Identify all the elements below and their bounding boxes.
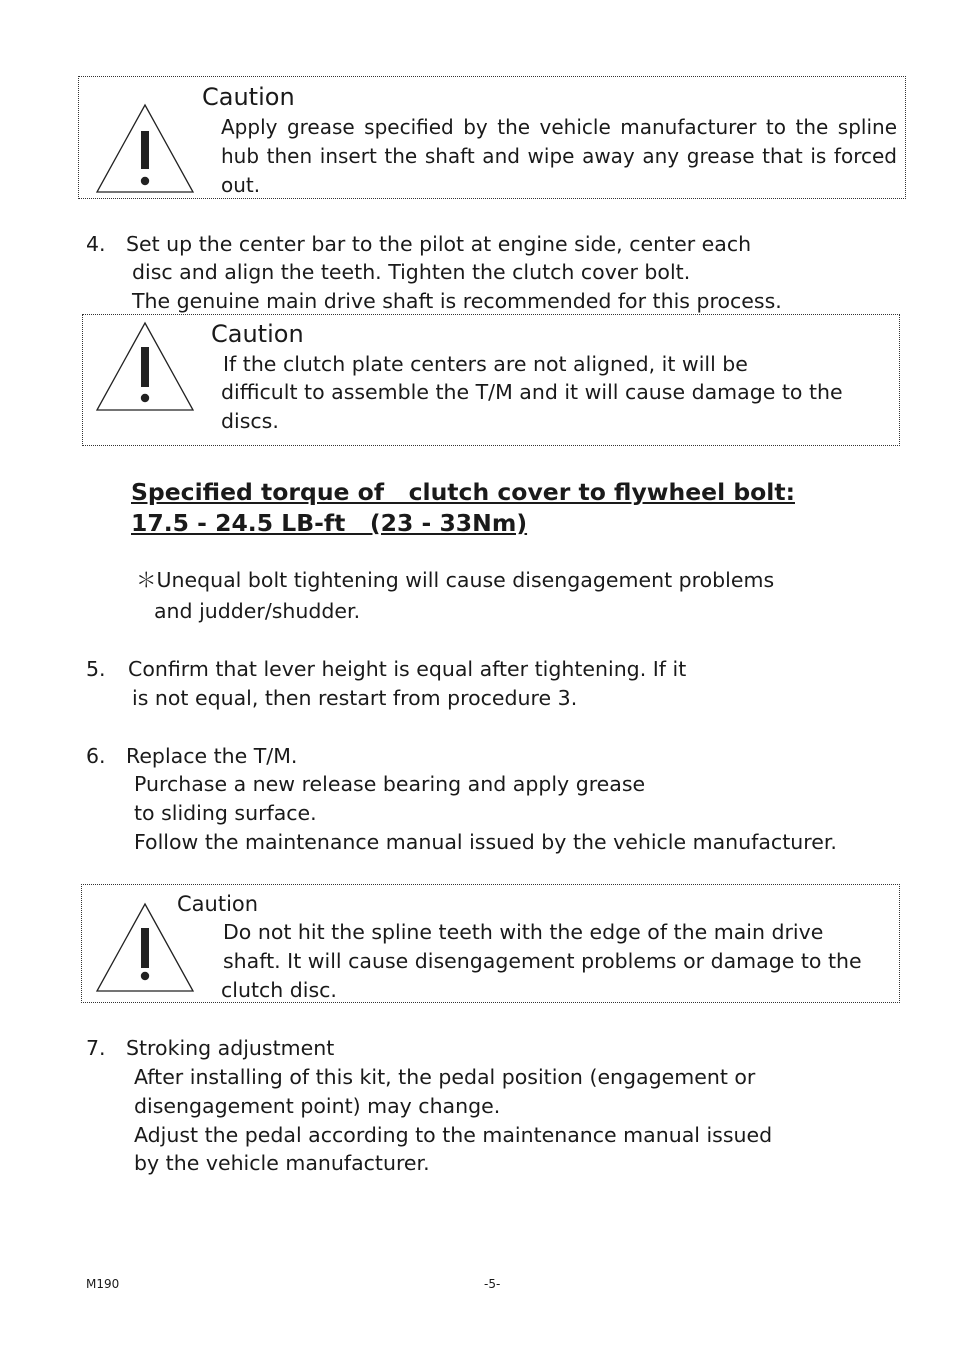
step-line: disengagement point) may change. <box>134 1094 501 1118</box>
caution-box-1 <box>78 76 906 199</box>
page-number: -5- <box>484 1277 501 1291</box>
caution-box-2 <box>82 314 900 446</box>
caution-line: discs. <box>221 409 279 433</box>
step-line: Follow the maintenance manual issued by the vehicle manufacturer. <box>134 830 837 854</box>
caution-box-3 <box>81 884 900 1003</box>
step-line: Set up the center bar to the pilot at engine side, center each <box>126 232 752 256</box>
step-number: 7. <box>86 1036 106 1060</box>
step-line: by the vehicle manufacturer. <box>134 1151 430 1175</box>
step-number: 4. <box>86 232 106 256</box>
caution-line: clutch disc. <box>221 978 337 1002</box>
step-line: The genuine main drive shaft is recommended for this process. <box>132 289 782 313</box>
step-number: 5. <box>86 657 106 681</box>
step-line: to sliding surface. <box>134 801 317 825</box>
torque-spec-value: 17.5 - 24.5 LB-ft (23 - 33Nm) <box>131 509 528 537</box>
step-line: Confirm that lever height is equal after tightening. If it <box>128 657 687 681</box>
step-line: disc and align the teeth. Tighten the clutch cover bolt. <box>132 260 691 284</box>
warning-icon <box>95 103 195 195</box>
step-number: 6. <box>86 744 106 768</box>
warning-icon <box>95 321 195 413</box>
caution-line: If the clutch plate centers are not aligned, it will be <box>223 352 748 376</box>
caution-title: Caution <box>202 83 295 111</box>
document-code: M190 <box>86 1277 120 1291</box>
step-line: Replace the T/M. <box>126 744 298 768</box>
caution-title: Caution <box>211 320 304 348</box>
caution-line: shaft. It will cause disengagement problems or damage to the <box>223 949 862 973</box>
step-line: After installing of this kit, the pedal position (engagement or <box>134 1065 756 1089</box>
step-line: Purchase a new release bearing and apply grease <box>134 772 646 796</box>
step-line: is not equal, then restart from procedure 3. <box>132 686 578 710</box>
caution-line: Do not hit the spline teeth with the edge of the main drive <box>223 920 824 944</box>
step-line: Stroking adjustment <box>126 1036 335 1060</box>
note-line: ＊Unequal bolt tightening will cause disengagement problems <box>136 568 775 592</box>
note-line: and judder/shudder. <box>154 599 361 623</box>
step-line: Adjust the pedal according to the maintenance manual issued <box>134 1123 773 1147</box>
caution-line: difficult to assemble the T/M and it will cause damage to the <box>221 380 843 404</box>
torque-spec-heading: Specified torque of clutch cover to flywheel bolt: <box>131 478 795 506</box>
caution-text: Apply grease specified by the vehicle manufacturer to the spline hub then insert the shaft and wipe away any grease that is forced out. <box>221 115 897 197</box>
caution-title: Caution <box>177 892 259 916</box>
